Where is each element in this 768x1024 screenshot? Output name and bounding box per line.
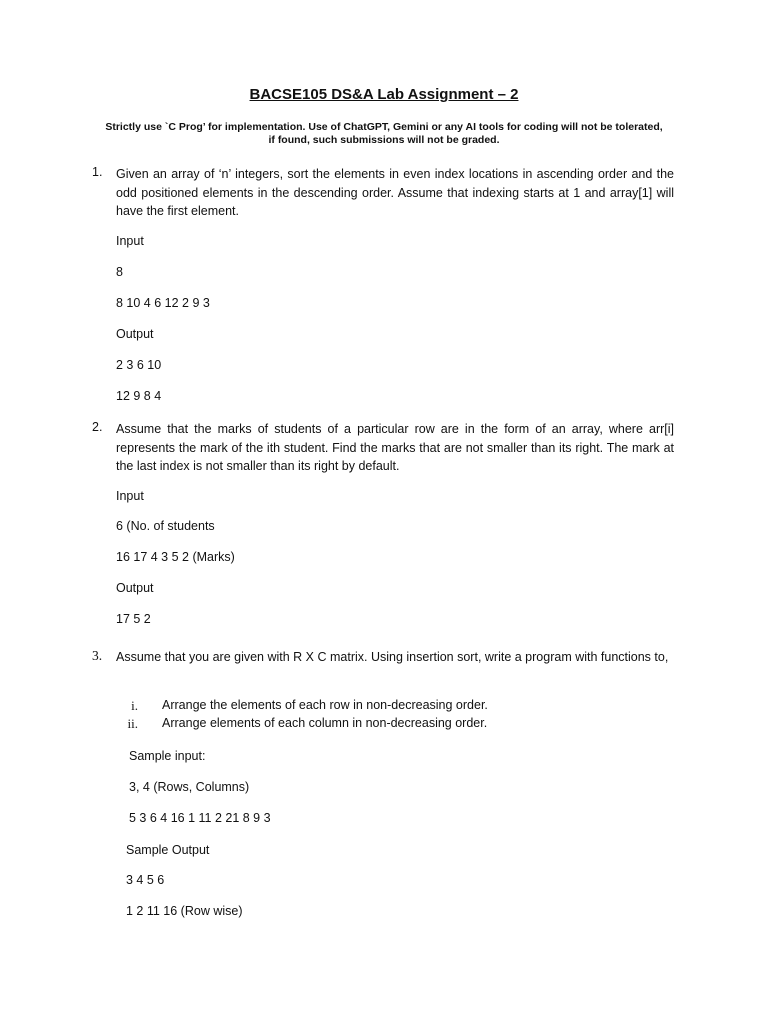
question-number: 3.: [92, 648, 103, 663]
q3-sample-output-line-2: 1 2 11 16 (Row wise): [126, 904, 243, 918]
q3-sample-input-dims: 3, 4 (Rows, Columns): [129, 780, 250, 794]
q2-output-values: 17 5 2: [116, 612, 151, 626]
q3-sample-input-values: 5 3 6 4 16 1 11 2 21 8 9 3: [129, 811, 271, 825]
subitem-number: ii.: [127, 716, 138, 731]
q3-sample-input-label: Sample input:: [129, 749, 206, 763]
q1-output-line-2: 12 9 8 4: [116, 389, 162, 403]
q3-sample-output-line-1: 3 4 5 6: [126, 873, 165, 887]
q2-input-label: Input: [116, 489, 144, 503]
q1-output-line-1: 2 3 6 10: [116, 358, 162, 372]
q1-output-label: Output: [116, 327, 154, 341]
q3-sample-output-label: Sample Output: [126, 843, 210, 857]
q2-input-marks: 16 17 4 3 5 2 (Marks): [116, 550, 235, 564]
q1-input-n: 8: [116, 265, 123, 279]
subitem-number: i.: [131, 698, 138, 713]
q1-input-array: 8 10 4 6 12 2 9 3: [116, 296, 210, 310]
question-number: 1.: [92, 165, 103, 179]
question-text: Assume that you are given with R X C matrix. Using insertion sort, write a program with functions to,: [116, 650, 669, 664]
subitem-text: Arrange elements of each column in non-decreasing order.: [162, 716, 488, 730]
page-title: BACSE105 DS&A Lab Assignment – 2: [249, 86, 519, 103]
q1-input-label: Input: [116, 234, 144, 248]
q2-output-label: Output: [116, 581, 154, 595]
question-text: Given an array of ‘n’ integers, sort the elements in even index locations in ascending order and the odd positioned elements in the descending order. Assume that indexing starts at 1 and array[1] will have the first element.: [116, 167, 674, 218]
subitem-text: Arrange the elements of each row in non-decreasing order.: [162, 698, 488, 712]
ai-usage-notice: Strictly use `C Prog’ for implementation. Use of ChatGPT, Gemini or any AI tools for coding will not be tolerated, if found, such submissions will not be graded.: [105, 121, 663, 146]
question-text: Assume that the marks of students of a particular row are in the form of an array, where arr[i] represents the mark of the ith student. Find the marks that are not smaller than its right. The mark at the last index is not smaller than its right by default.: [116, 422, 674, 473]
q2-input-count: 6 (No. of students: [116, 519, 215, 533]
question-number: 2.: [92, 420, 103, 434]
